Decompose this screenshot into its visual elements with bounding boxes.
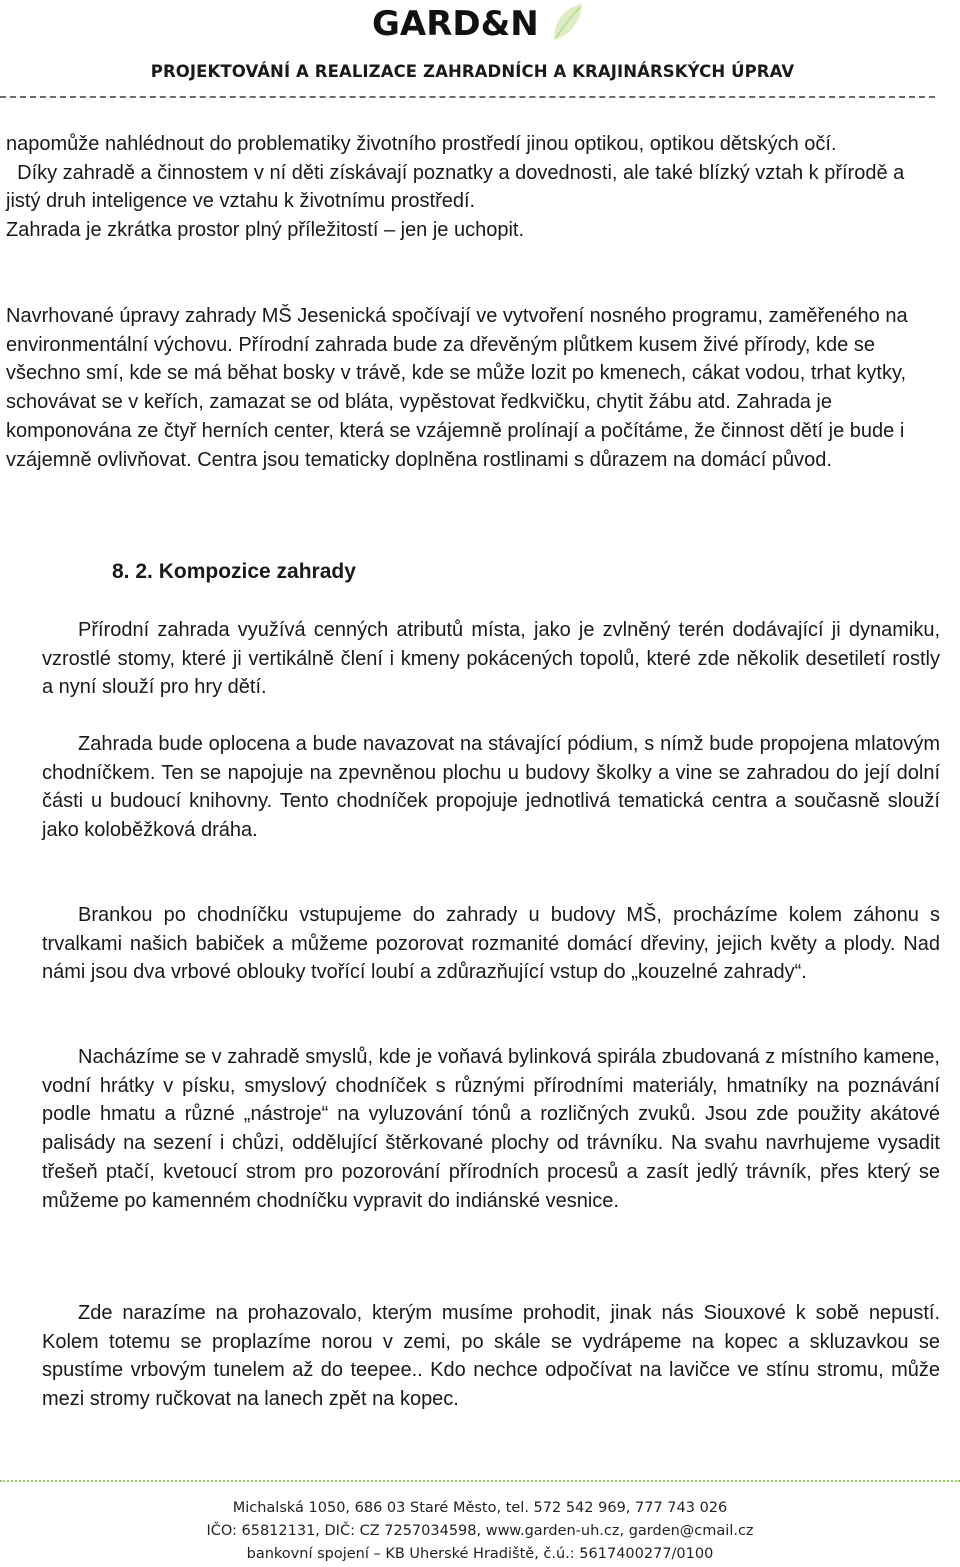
footer-bank: bankovní spojení – KB Uherské Hradiště, č.ú.: 5617400277/0100 <box>246 1546 714 1562</box>
footer-ids: IČO: 65812131, DIČ: CZ 7257034598, www.garden-uh.cz, garden@cmail.cz <box>206 1523 754 1539</box>
paragraph: Zde narazíme na prohazovalo, kterým musíme prohodit, jinak nás Siouxové k sobě nepustí. Kolem totemu se proplazíme norou v zemi, po skále se vydrápeme na kopec a skluzavkou se spustíme vrbovým tunelem až do teepee.. Kdo nechce odpočívat na lavičce ve stínu stromu, může mezi stromy ručkovat na lanech zpět na kopec. <box>42 1302 940 1411</box>
page-header <box>0 0 960 112</box>
leaf-icon <box>550 2 584 42</box>
company-logo <box>372 0 539 48</box>
proposal-paragraph: Navrhované úpravy zahrady MŠ Jesenická spočívají ve vytvoření nosného programu, zaměřeného na environmentální výchovu. Přírodní zahrada bude za dřevěným plůtkem kusem živé přírody, kde se všechno smí, kde se má běhat bosky v trávě, kde se může lozit po kmenech, cákat vodou, trhat kytky, schovávat se v keřích, zamazat se od bláta, vypěstovat ředkvičku, chytit žábu atd. Zahrada je komponována ze čtyř herních center, která se vzájemně prolínají a počítáme, že činnost dětí je bude i vzájemně ovlivňovat. Centra jsou tematicky doplněna rostlinami s důrazem na domácí původ. <box>6 305 908 471</box>
intro-text <box>6 130 910 245</box>
page-footer <box>0 1497 960 1566</box>
paragraph: Přírodní zahrada využívá cenných atributů místa, jako je zvlněný terén dodávající ji dynamiku, vzrostlé stomy, které ji vertikálně člení i kmeny pokácených topolů, které zde několik desetiletí rostly a nyní slouží pro hry dětí. <box>42 619 940 699</box>
footer-divider <box>0 1480 960 1482</box>
intro-line: Díky zahradě a činnostem v ní děti získávají poznatky a dovednosti, ale také blízký vztah k přírodě a jistý druh inteligence ve vztahu k životnímu prostředí. <box>6 161 910 213</box>
paragraph: Nacházíme se v zahradě smyslů, kde je voňavá bylinková spirála zbudovaná z místního kamene, vodní hrátky v písku, smyslový chodníček s různými přírodními materiály, hmatníky na poznávání podle hmatu a různé „nástroje“ na vyluzování tónů a rozličných zvuků. Jsou zde použity akátové palisády na sezení i chůzi, oddělující štěrkované plochy od trávníku. Na svahu navrhujeme vysadit třešeň ptačí, kvetoucí strom pro pozorování přírodních procesů a zasít jedlý trávník, přes který se můžeme po kamenném chodníčku vypravit do indiánské vesnice. <box>42 1046 940 1212</box>
logo-text: GARD&N <box>372 4 539 44</box>
intro-line: Zahrada je zkrátka prostor plný příležitostí – jen je uchopit. <box>6 219 525 242</box>
paragraph: Brankou po chodníčku vstupujeme do zahrady u budovy MŠ, procházíme kolem záhonu s trvalkami našich babiček a můžeme pozorovat rozmanité domácí dřeviny, jejich květy a plody. Nad námi jsou dva vrbové oblouky tvořící loubí a zdůrazňující vstup do „kouzelné zahrady“. <box>42 904 940 984</box>
header-divider <box>0 96 935 98</box>
section-heading: 8. 2. Kompozice zahrady <box>112 560 356 583</box>
footer-address: Michalská 1050, 686 03 Staré Město, tel. 572 542 969, 777 743 026 <box>232 1500 728 1516</box>
company-tagline: PROJEKTOVÁNÍ A REALIZACE ZAHRADNÍCH A KRAJINÁRSKÝCH ÚPRAV <box>150 62 795 81</box>
intro-line: napomůže nahlédnout do problematiky životního prostředí jinou optikou, optikou dětských očí. <box>6 133 837 155</box>
paragraph: Zahrada bude oplocena a bude navazovat na stávající pódium, s nímž bude propojena mlatovým chodníčkem. Ten se napojuje na zpevněnou plochu u budovy školky a vine se zahradou do její dolní části u budoucí knihovny. Tento chodníček propojuje jednotlivá tematická centra a současně slouží jako koloběžková dráha. <box>42 733 940 842</box>
